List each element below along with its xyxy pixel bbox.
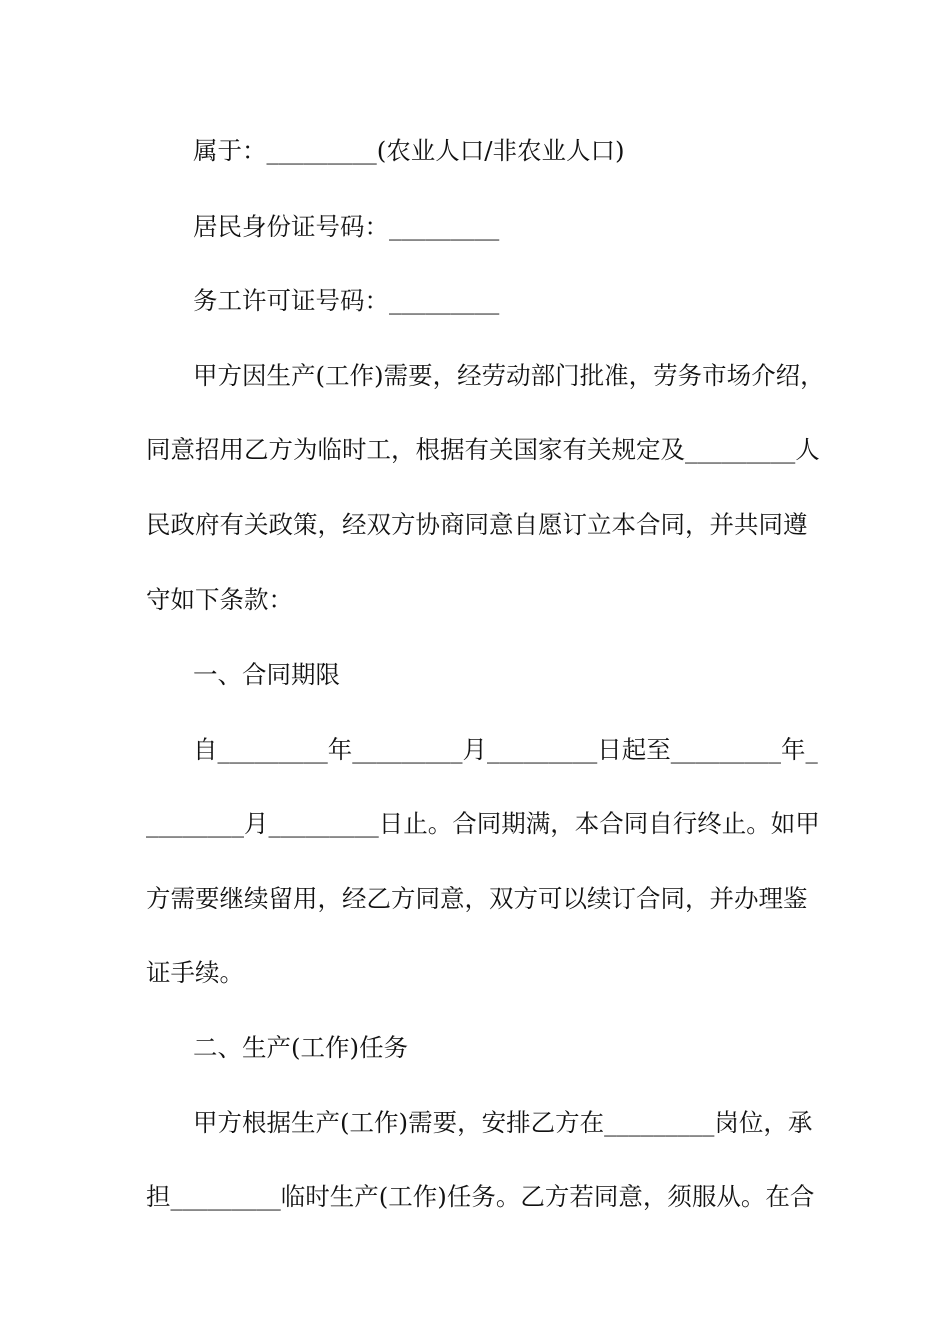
- residence-type-line: 属于：_________(农业人口/非农业人口): [193, 136, 625, 165]
- contract-term-line-4: 证手续。: [146, 958, 244, 987]
- work-task-line-2: 担_________临时生产(工作)任务。乙方若同意，须服从。在合: [146, 1182, 815, 1211]
- intro-paragraph-line-4: 守如下条款：: [146, 585, 293, 614]
- work-permit-number-line: 务工许可证号码：_________: [193, 286, 500, 315]
- section-heading-contract-term: 一、合同期限: [193, 660, 340, 689]
- intro-paragraph-line-1: 甲方因生产(工作)需要，经劳动部门批准，劳务市场介绍，: [193, 361, 825, 390]
- intro-paragraph-line-3: 民政府有关政策，经双方协商同意自愿订立本合同，并共同遵: [146, 510, 808, 539]
- contract-term-line-2: ________月_________日止。合同期满，本合同自行终止。如甲: [146, 809, 820, 838]
- contract-term-line-1: 自_________年_________月_________日起至_________年_: [193, 735, 818, 764]
- work-task-line-1: 甲方根据生产(工作)需要，安排乙方在_________岗位，承: [193, 1108, 813, 1137]
- intro-paragraph-line-2: 同意招用乙方为临时工，根据有关国家有关规定及_________人: [146, 435, 820, 464]
- contract-term-line-3: 方需要继续留用，经乙方同意，双方可以续订合同，并办理鉴: [146, 884, 808, 913]
- section-heading-work-task: 二、生产(工作)任务: [193, 1033, 409, 1062]
- id-card-number-line: 居民身份证号码：_________: [193, 212, 500, 241]
